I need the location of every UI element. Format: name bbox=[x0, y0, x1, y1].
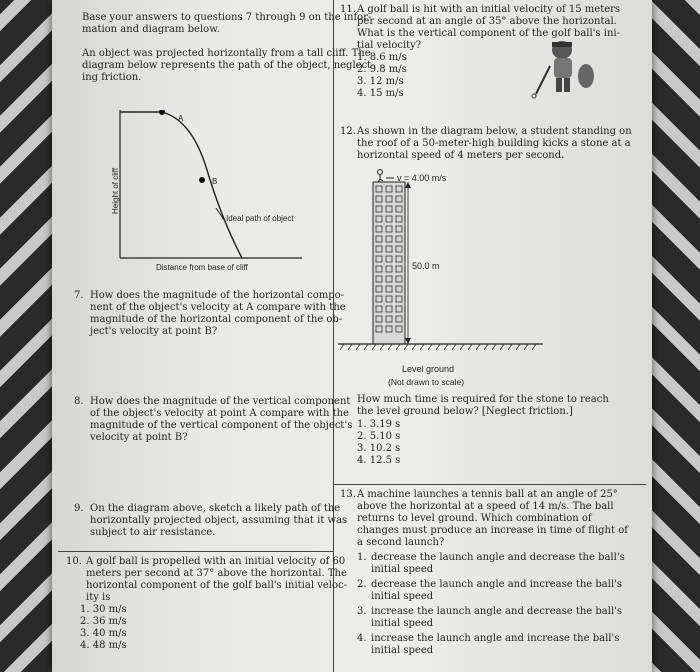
q10-option-3: 3. 40 m/s bbox=[80, 628, 127, 639]
x-axis-label: Distance from base of cliff bbox=[156, 263, 248, 272]
q12-line-3: horizontal speed of 4 meters per second. bbox=[357, 150, 565, 161]
q13-option-4-line-1: increase the launch angle and increase the ball's bbox=[371, 633, 620, 644]
q12-option-3: 3. 10.2 s bbox=[357, 443, 401, 454]
q13-option-3-line-1: increase the launch angle and decrease the ball's bbox=[371, 606, 623, 617]
golfer-leg-left bbox=[556, 78, 562, 92]
q7-line-1: How does the magnitude of the horizontal compo- bbox=[90, 290, 345, 301]
ground-label: Level ground bbox=[402, 364, 455, 374]
golf-club bbox=[536, 66, 550, 94]
q12-option-4: 4. 12.5 s bbox=[357, 455, 401, 466]
q8-line-4: velocity at point B? bbox=[90, 432, 188, 443]
q7-line-4: ject's velocity at point B? bbox=[90, 326, 218, 337]
q9-line-2: horizontally projected object, assuming that it was bbox=[90, 515, 348, 526]
q11-line-3: What is the vertical component of the golf ball's ini- bbox=[357, 28, 620, 39]
cliff-diagram bbox=[92, 110, 312, 280]
cliff-text-line-3: ing friction. bbox=[82, 72, 142, 83]
q7-line-2: nent of the object's velocity at A compare with the bbox=[90, 302, 346, 313]
q12-question-line-1: How much time is required for the stone to reach bbox=[357, 394, 609, 405]
q11-option-1: 1. 8.6 m/s bbox=[357, 52, 407, 63]
ideal-path bbox=[120, 112, 242, 258]
q9-line-1: On the diagram above, sketch a likely path of the bbox=[90, 503, 341, 514]
q11-line-2: per second at an angle of 35° above the horizontal. bbox=[357, 16, 617, 27]
q13-line-5: a second launch? bbox=[357, 537, 445, 548]
point-a-marker bbox=[159, 110, 165, 115]
q9-line-3: subject to air resistance. bbox=[90, 527, 216, 538]
ground-hatching bbox=[340, 344, 536, 350]
golfer-leg-right bbox=[564, 78, 570, 92]
q10-option-4: 4. 48 m/s bbox=[80, 640, 127, 651]
q13-option-1-line-1: decrease the launch angle and decrease the ball's bbox=[371, 552, 625, 563]
q10-number: 10. bbox=[66, 556, 82, 567]
q7-number: 7. bbox=[74, 290, 84, 301]
worksheet-page bbox=[52, 0, 652, 672]
q12-question-line-2: the level ground below? [Neglect friction.] bbox=[357, 406, 573, 417]
q11-option-2: 2. 9.8 m/s bbox=[357, 64, 407, 75]
golfer-illustration bbox=[530, 36, 602, 102]
intro-line-2: mation and diagram below. bbox=[82, 24, 220, 35]
cliff-text-line-1: An object was projected horizontally from a tall cliff. The bbox=[82, 48, 371, 59]
height-label: 50.0 m bbox=[412, 261, 440, 271]
q8-line-3: magnitude of the vertical component of the object's bbox=[90, 420, 353, 431]
q12-line-1: As shown in the diagram below, a student standing on bbox=[357, 126, 632, 137]
q12-number: 12. bbox=[340, 126, 356, 137]
intro-line-1: Base your answers to questions 7 through 9 on the infor- bbox=[82, 12, 372, 23]
point-b-label: B bbox=[212, 177, 218, 186]
height-arrow-bottom bbox=[405, 338, 411, 344]
q12-line-2: the roof of a 50-meter-high building kicks a stone at a bbox=[357, 138, 631, 149]
q13-option-1-line-2: initial speed bbox=[371, 564, 434, 575]
q11-option-3: 3. 12 m/s bbox=[357, 76, 404, 87]
cliff-text-line-2: diagram below represents the path of the object, neglect- bbox=[82, 60, 375, 71]
q8-number: 8. bbox=[74, 396, 84, 407]
q10-option-1: 1. 30 m/s bbox=[80, 604, 127, 615]
q13-option-4-num: 4. bbox=[357, 633, 367, 644]
golf-ball bbox=[532, 94, 536, 98]
scale-note: (Not drawn to scale) bbox=[388, 377, 465, 387]
q13-line-2: above the horizontal at a speed of 14 m/s. The ball bbox=[357, 501, 614, 512]
golf-bag bbox=[578, 64, 594, 88]
q7-line-3: magnitude of the horizontal component of the ob- bbox=[90, 314, 343, 325]
q13-line-1: A machine launches a tennis ball at an angle of 25° bbox=[357, 489, 618, 500]
q13-line-4: changes must produce an increase in time of flight of bbox=[357, 525, 628, 536]
q8-line-2: of the object's velocity at point A compare with the bbox=[90, 408, 349, 419]
q9-number: 9. bbox=[74, 503, 84, 514]
point-b-marker bbox=[199, 177, 205, 183]
q11-option-4: 4. 15 m/s bbox=[357, 88, 404, 99]
q13-line-3: returns to level ground. Which combination of bbox=[357, 513, 592, 524]
q12-option-1: 1. 3.19 s bbox=[357, 419, 401, 430]
q10-line-2: meters per second at 37° above the horizontal. The bbox=[86, 568, 347, 579]
q13-number: 13. bbox=[340, 489, 356, 500]
q12-option-2: 2. 5.10 s bbox=[357, 431, 401, 442]
golfer-body bbox=[554, 58, 572, 78]
q13-option-1-num: 1. bbox=[357, 552, 367, 563]
q10-line-1: A golf ball is propelled with an initial velocity of 60 bbox=[86, 556, 346, 567]
q13-option-3-line-2: initial speed bbox=[371, 618, 434, 629]
point-a-label: A bbox=[178, 114, 184, 123]
q13-option-2-num: 2. bbox=[357, 579, 367, 590]
velocity-label: v = 4.00 m/s bbox=[397, 173, 447, 183]
q13-divider bbox=[334, 484, 646, 485]
q13-option-2-line-2: initial speed bbox=[371, 591, 434, 602]
q11-line-1: A golf ball is hit with an initial velocity of 15 meters bbox=[357, 4, 621, 15]
q10-divider bbox=[58, 551, 333, 552]
student-figure bbox=[378, 170, 384, 183]
q11-line-4: tial velocity? bbox=[357, 40, 422, 51]
path-label: Ideal path of object bbox=[226, 214, 294, 223]
y-axis-label: Height of cliff bbox=[111, 167, 120, 214]
q11-number: 11. bbox=[340, 4, 356, 15]
q13-option-4-line-2: initial speed bbox=[371, 645, 434, 656]
q10-option-2: 2. 36 m/s bbox=[80, 616, 127, 627]
q10-line-4: ity is bbox=[86, 592, 111, 603]
golfer-cap bbox=[552, 42, 572, 47]
q13-option-2-line-1: decrease the launch angle and increase the ball's bbox=[371, 579, 623, 590]
q13-option-3-num: 3. bbox=[357, 606, 367, 617]
q8-line-1: How does the magnitude of the vertical component bbox=[90, 396, 351, 407]
building-diagram bbox=[338, 168, 548, 358]
q10-line-3: horizontal component of the golf ball's initial veloc- bbox=[86, 580, 347, 591]
